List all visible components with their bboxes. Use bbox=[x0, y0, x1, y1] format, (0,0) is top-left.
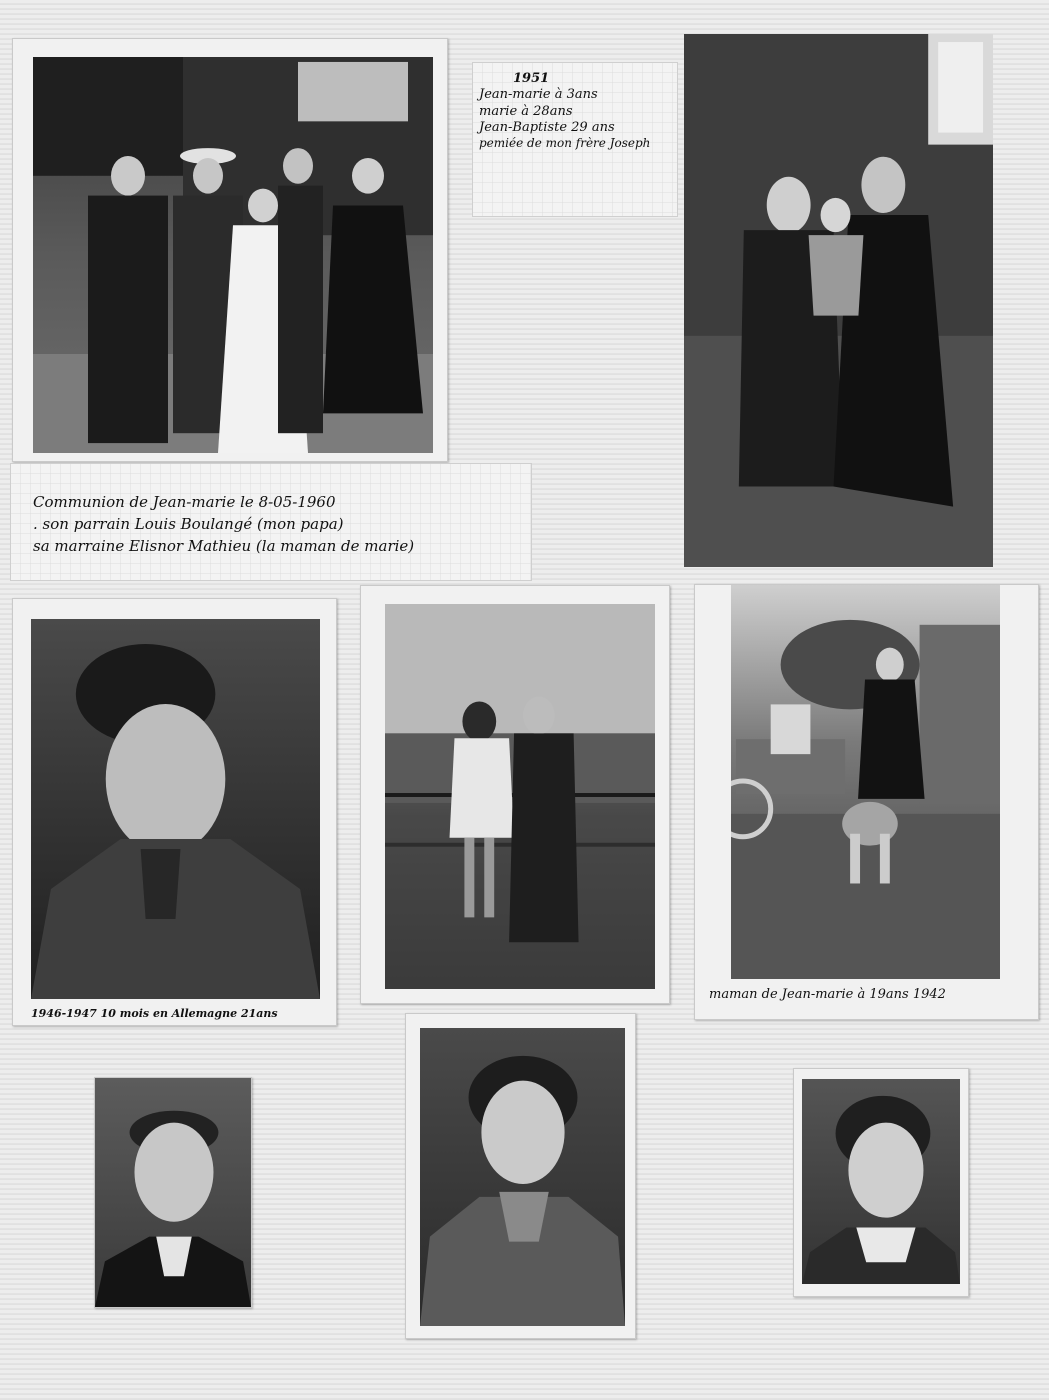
photo-woman-portrait-right bbox=[793, 1068, 969, 1297]
family-child-image bbox=[684, 34, 993, 567]
note-1951 bbox=[472, 62, 678, 217]
note-1951-line-4: pemiée de mon frère Joseph bbox=[479, 136, 651, 150]
photo-woman-portrait-center bbox=[405, 1013, 636, 1339]
note-communion bbox=[10, 463, 532, 581]
note-communion-line-3: sa marraine Elisnor Mathieu (la maman de marie) bbox=[33, 536, 415, 555]
photo-family-child bbox=[684, 34, 993, 567]
man-portrait-image bbox=[95, 1078, 251, 1307]
note-1951-line-3: Jean-Baptiste 29 ans bbox=[479, 119, 615, 135]
note-1951-year: 1951 bbox=[513, 71, 550, 86]
note-communion-line-1: Communion de Jean-marie le 8-05-1960 bbox=[33, 493, 336, 511]
note-1951-line-1: Jean-marie à 3ans bbox=[479, 87, 598, 103]
photo-soldier-portrait bbox=[12, 598, 337, 1026]
photo-man-portrait bbox=[94, 1077, 252, 1308]
caption-soldier: 1946-1947 10 mois en Allemagne 21ans bbox=[31, 1007, 278, 1020]
woman-dog-cart-image bbox=[731, 585, 1000, 979]
couple-fence-image bbox=[385, 604, 655, 989]
caption-woman-cart: maman de Jean-marie à 19ans 1942 bbox=[709, 987, 946, 1002]
soldier-image bbox=[31, 619, 320, 999]
woman-right-image bbox=[802, 1079, 960, 1284]
photo-communion-group bbox=[12, 38, 448, 462]
communion-group-image bbox=[33, 57, 433, 453]
woman-center-image bbox=[420, 1028, 625, 1326]
note-1951-line-2: marie à 28ans bbox=[479, 103, 573, 119]
photo-couple-fence bbox=[360, 585, 670, 1004]
photo-woman-dog-cart bbox=[694, 584, 1039, 1020]
note-communion-line-2: . son parrain Louis Boulangé (mon papa) bbox=[33, 514, 344, 533]
